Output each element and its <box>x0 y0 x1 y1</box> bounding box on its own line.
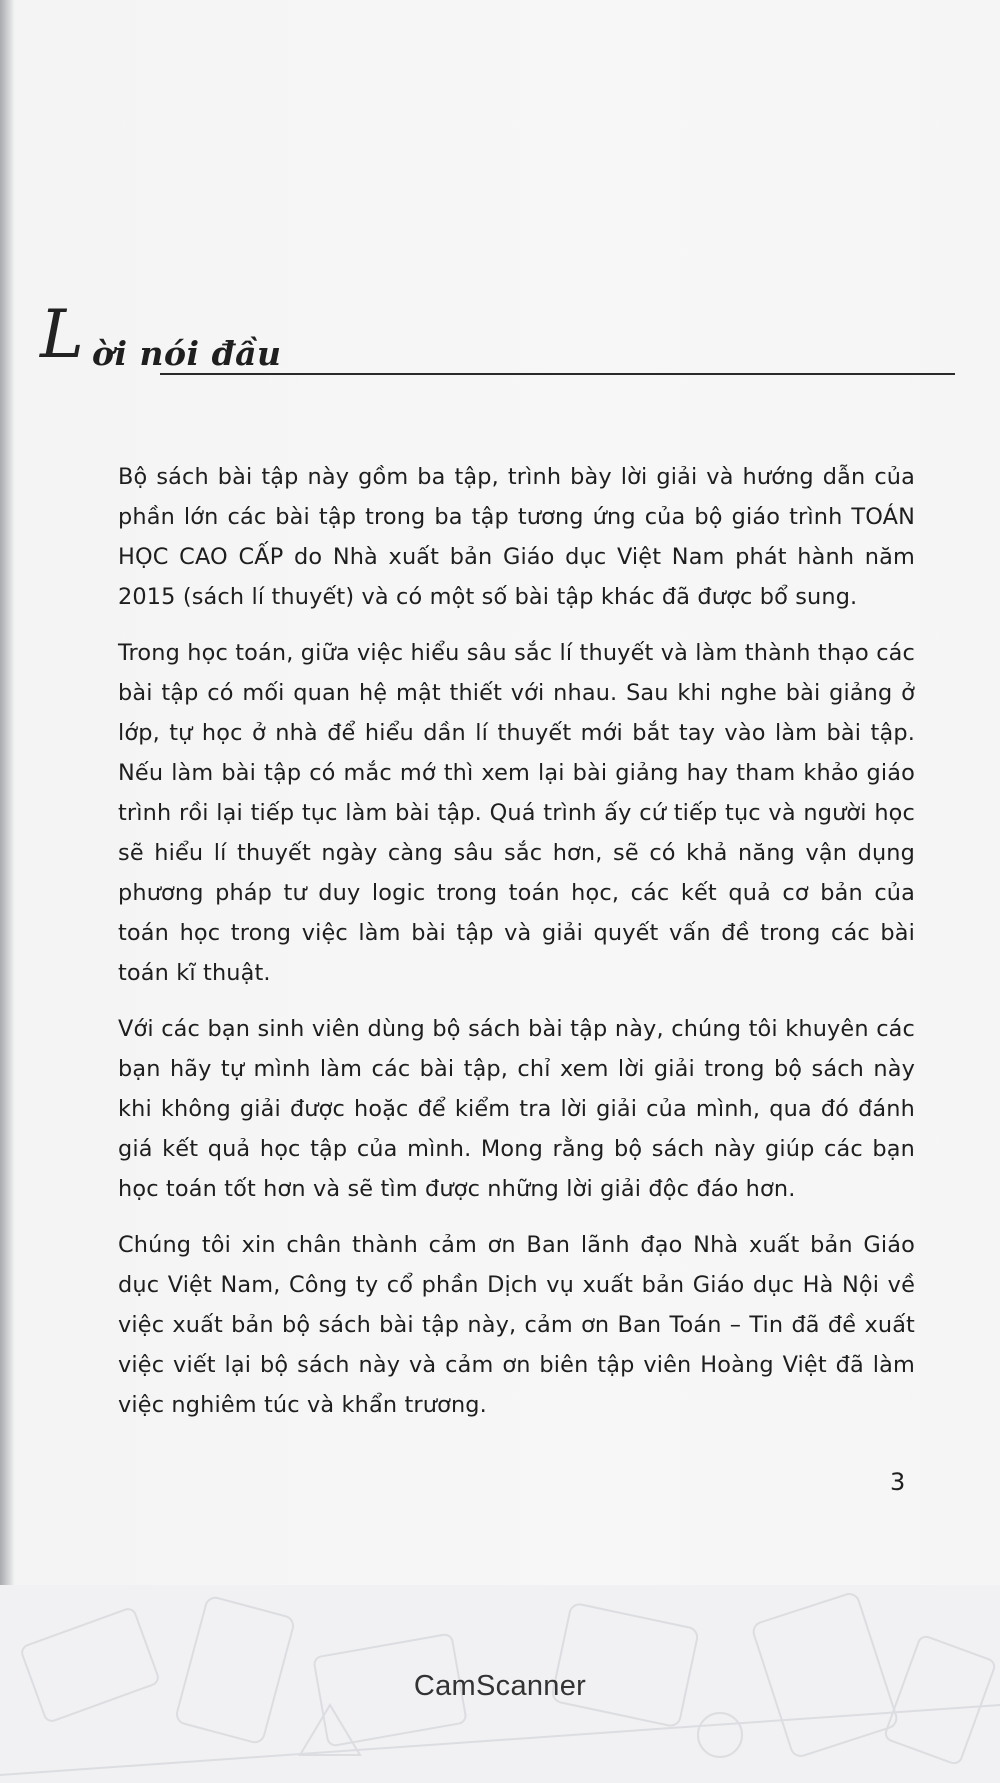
page-number: 3 <box>890 1468 906 1496</box>
preface-body <box>118 457 915 1441</box>
paragraph: Trong học toán, giữa việc hiểu sâu sắc lí thuyết và làm thành thạo các bài tập có mối quan hệ mật thiết với nhau. Sau khi nghe bài giảng ở lớp, tự học ở nhà để hiểu dần lí thuyết mới bắt tay vào làm bài tập. Nếu làm bài tập có mắc mớ thì xem lại bài giảng hay tham khảo giáo trình rồi lại tiếp tục làm bài tập. Quá trình ấy cứ tiếp tục và người học sẽ hiểu lí thuyết ngày càng sâu sắc hơn, sẽ có khả năng vận dụng phương pháp tư duy logic trong toán học, các kết quả cơ bản của toán học trong việc làm bài tập và giải quyết vấn đề trong các bài toán kĩ thuật. <box>118 640 915 986</box>
scanner-footer <box>0 1585 1000 1783</box>
heading-initial: L <box>40 296 84 373</box>
page-edge-shadow <box>0 0 14 1585</box>
heading-underline <box>160 373 955 375</box>
page-heading <box>40 296 915 388</box>
camscanner-brand: CamScanner <box>413 1670 587 1702</box>
heading-title: ời nói đầu <box>92 334 282 373</box>
paragraph: Với các bạn sinh viên dùng bộ sách bài tập này, chúng tôi khuyên các bạn hãy tự mình làm các bài tập, chỉ xem lời giải trong bộ sách này khi không giải được hoặc để kiểm tra lời giải của mình, qua đó đánh giá kết quả học tập của mình. Mong rằng bộ sách này giúp các bạn học toán tốt hơn và sẽ tìm được những lời giải độc đáo hơn. <box>118 1016 915 1202</box>
paragraph: Bộ sách bài tập này gồm ba tập, trình bày lời giải và hướng dẫn của phần lớn các bài tập trong ba tập tương ứng của bộ giáo trình TOÁN HỌC CAO CẤP do Nhà xuất bản Giáo dục Việt Nam phát hành năm 2015 (sách lí thuyết) và có một số bài tập khác đã được bổ sung. <box>118 464 915 610</box>
paragraph: Chúng tôi xin chân thành cảm ơn Ban lãnh đạo Nhà xuất bản Giáo dục Việt Nam, Công ty cổ phần Dịch vụ xuất bản Giáo dục Hà Nội về việc xuất bản bộ sách bài tập này, cảm ơn Ban Toán – Tin đã đề xuất việc viết lại bộ sách này và cảm ơn biên tập viên Hoàng Việt đã làm việc nghiêm túc và khẩn trương. <box>118 1232 915 1418</box>
